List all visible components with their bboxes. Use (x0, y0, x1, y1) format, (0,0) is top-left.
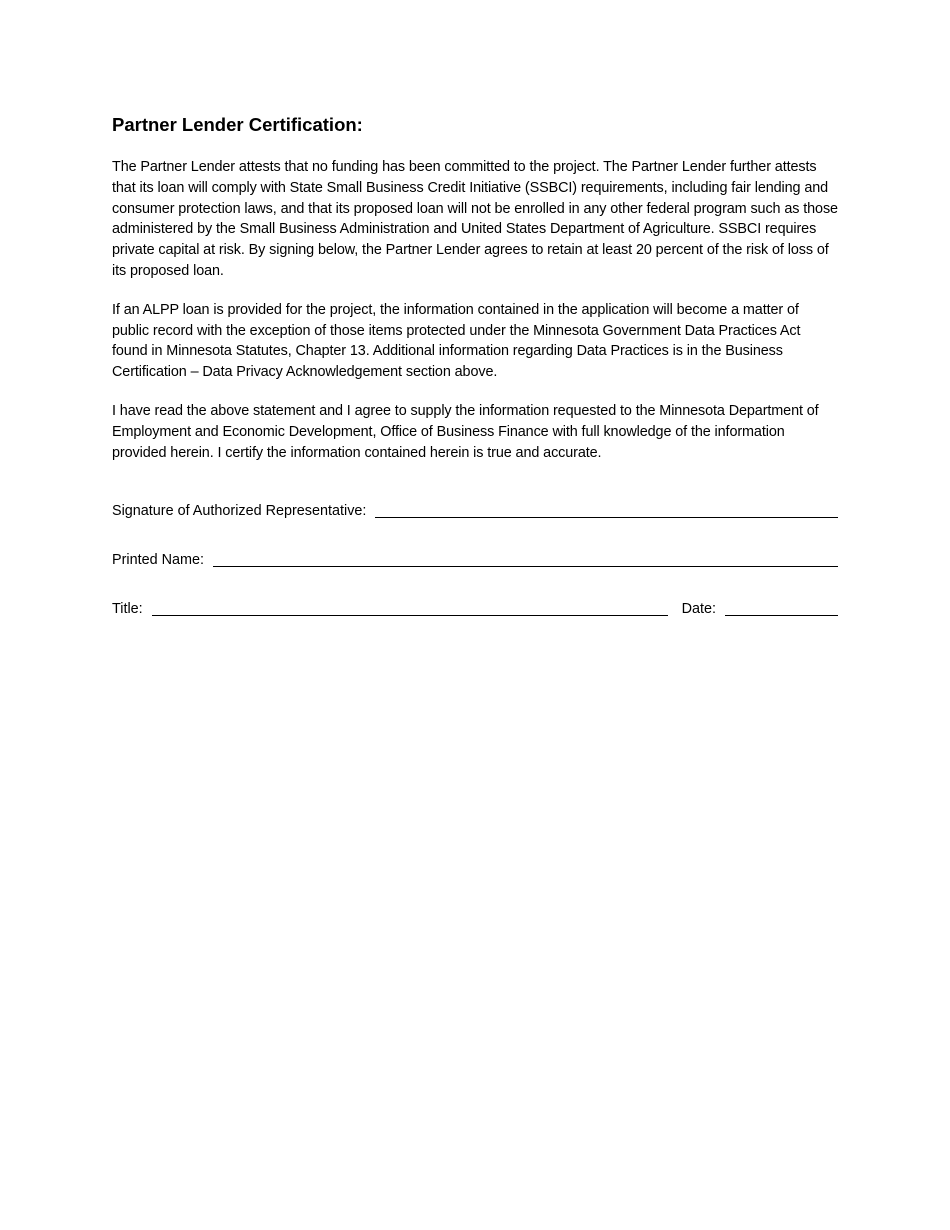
printed-name-row (112, 548, 838, 570)
attestation-paragraph: The Partner Lender attests that no funding has been committed to the project. The Partner Lender further attests that its loan will comply with State Small Business Credit Initiative (SSBCI) requirements, including fair lending and consumer protection laws, and that its proposed loan will not be enrolled in any other federal program such as those administered by the Small Business Administration and United States Department of Agriculture. SSBCI requires private capital at risk. By signing below, the Partner Lender agrees to retain at least 20 percent of the risk of loss of its proposed loan. (112, 159, 838, 279)
title-label: Title: (112, 601, 143, 618)
signature-row (112, 499, 838, 521)
signature-block (112, 499, 838, 619)
public-record-paragraph: If an ALPP loan is provided for the project, the information contained in the application will become a matter of public record with the exception of those items protected under the Minnesota Government Data Practices Act found in Minnesota Statutes, Chapter 13. Additional information regarding Data Practices is in the Business Certification – Data Privacy Acknowledgement section above. (112, 301, 801, 381)
date-label: Date: (681, 601, 717, 618)
title-field[interactable] (152, 603, 668, 616)
title-date-row (112, 597, 838, 619)
signature-label: Signature of Authorized Representative: (112, 503, 367, 520)
agreement-paragraph: I have read the above statement and I agree to supply the information requested to the Minnesota Department of Employment and Economic Development, Office of Business Finance with full knowledge of the information provided herein. I certify the information contained herein is true and accurate. (112, 402, 819, 461)
printed-name-label: Printed Name: (112, 552, 204, 569)
certification-page (112, 112, 838, 646)
date-field[interactable] (725, 603, 838, 616)
signature-field[interactable] (375, 505, 838, 518)
section-heading: Partner Lender Certification: (112, 114, 363, 135)
printed-name-field[interactable] (213, 554, 838, 567)
